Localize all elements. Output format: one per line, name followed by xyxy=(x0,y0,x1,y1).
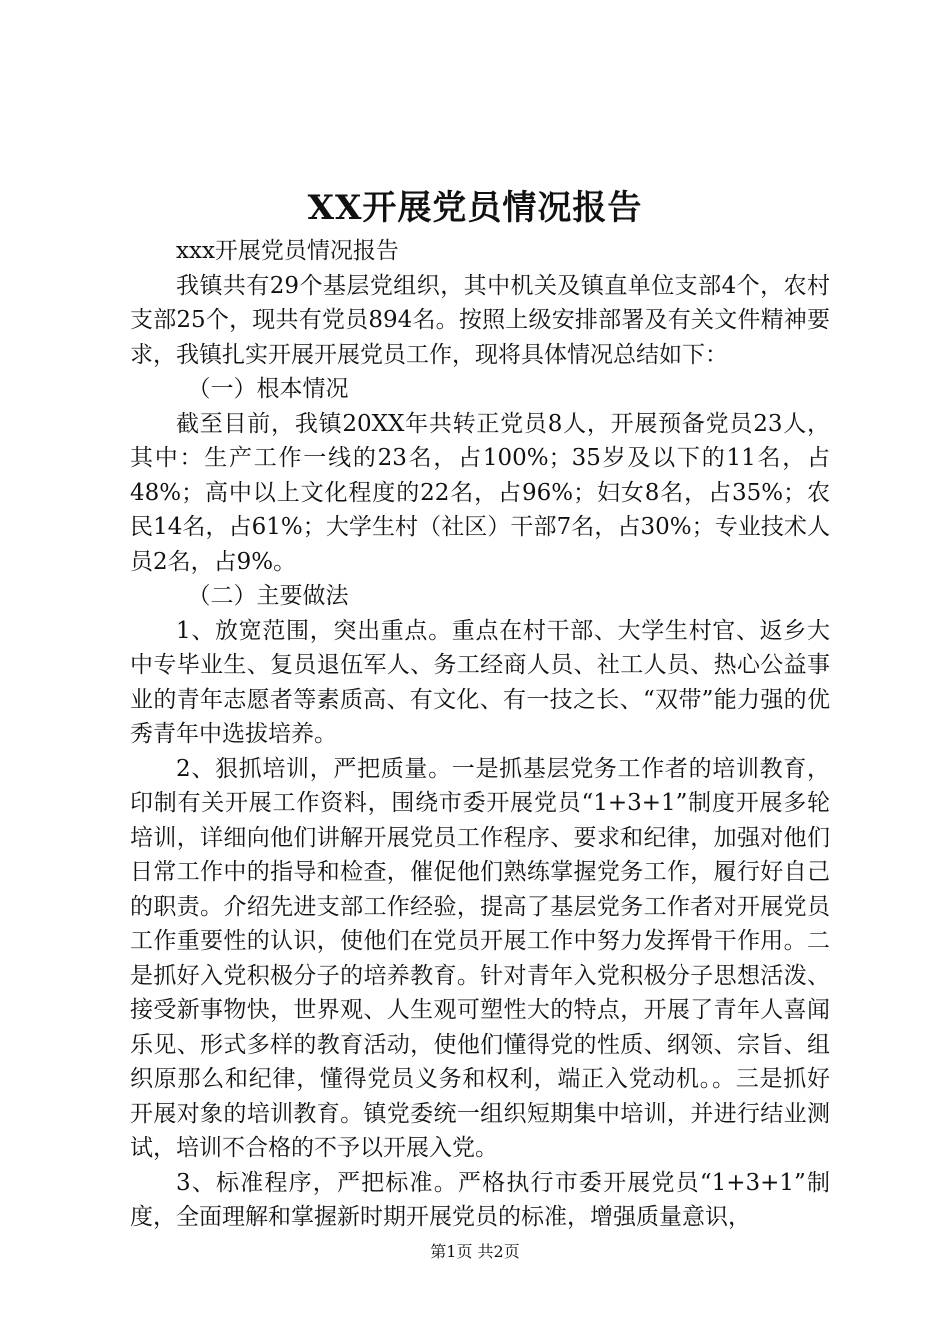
paragraph-statistics: 截至目前，我镇20XX年共转正党员8人，开展预备党员23人，其中：生产工作一线的23名，占100%；35岁及以下的11名，占48%；高中以上文化程度的22名，占96%；妇女8名，占35%；农民14名，占61%；大学生村（社区）干部7名，占30%；专业技术人员2名，占9%。 xyxy=(130,410,830,575)
section-heading-basic: （一）根本情况 xyxy=(187,376,349,402)
paragraph-intro: 我镇共有29个基层党组织，其中机关及镇直单位支部4个，农村支部25个，现共有党员894名。按照上级安排部署及有关文件精神要求，我镇扎实开展开展党员工作，现将具体情况总结如下： xyxy=(130,272,830,368)
section-heading-methods: （二）主要做法 xyxy=(187,583,349,609)
page-footer: 第1页 共2页 xyxy=(430,1242,520,1261)
paragraph-method-3: 3、标准程序，严把标准。严格执行市委开展党员“1+3+1”制度，全面理解和掌握新时期开展党员的标准，增强质量意识， xyxy=(130,1169,830,1230)
document-title: XX开展党员情况报告 xyxy=(307,188,643,228)
paragraph-method-1: 1、放宽范围，突出重点。重点在村干部、大学生村官、返乡大中专毕业生、复员退伍军人、务工经商人员、社工人员、热心公益事业的青年志愿者等素质高、有文化、有一技之长、“双带”能力强的优秀青年中选拔培养。 xyxy=(130,617,830,747)
document-body xyxy=(130,234,830,1235)
paragraph-subtitle: xxx开展党员情况报告 xyxy=(176,238,399,264)
paragraph-method-2: 2、狠抓培训，严把质量。一是抓基层党务工作者的培训教育，印制有关开展工作资料，围绕市委开展党员“1+3+1”制度开展多轮培训，详细向他们讲解开展党员工作程序、要求和纪律，加强对他们日常工作中的指导和检查，催促他们熟练掌握党务工作，履行好自己的职责。介绍先进支部工作经验，提高了基层党务工作者对开展党员工作重要性的认识，使他们在党员开展工作中努力发挥骨干作用。二是抓好入党积极分子的培养教育。针对青年入党积极分子思想活泼、接受新事物快，世界观、人生观可塑性大的特点，开展了青年人喜闻乐见、形式多样的教育活动，使他们懂得党的性质、纲领、宗旨、组织原那么和纪律，懂得党员义务和权利，端正入党动机。。三是抓好开展对象的培训教育。镇党委统一组织短期集中培训，并进行结业测试，培训不合格的不予以开展入党。 xyxy=(130,755,830,1161)
